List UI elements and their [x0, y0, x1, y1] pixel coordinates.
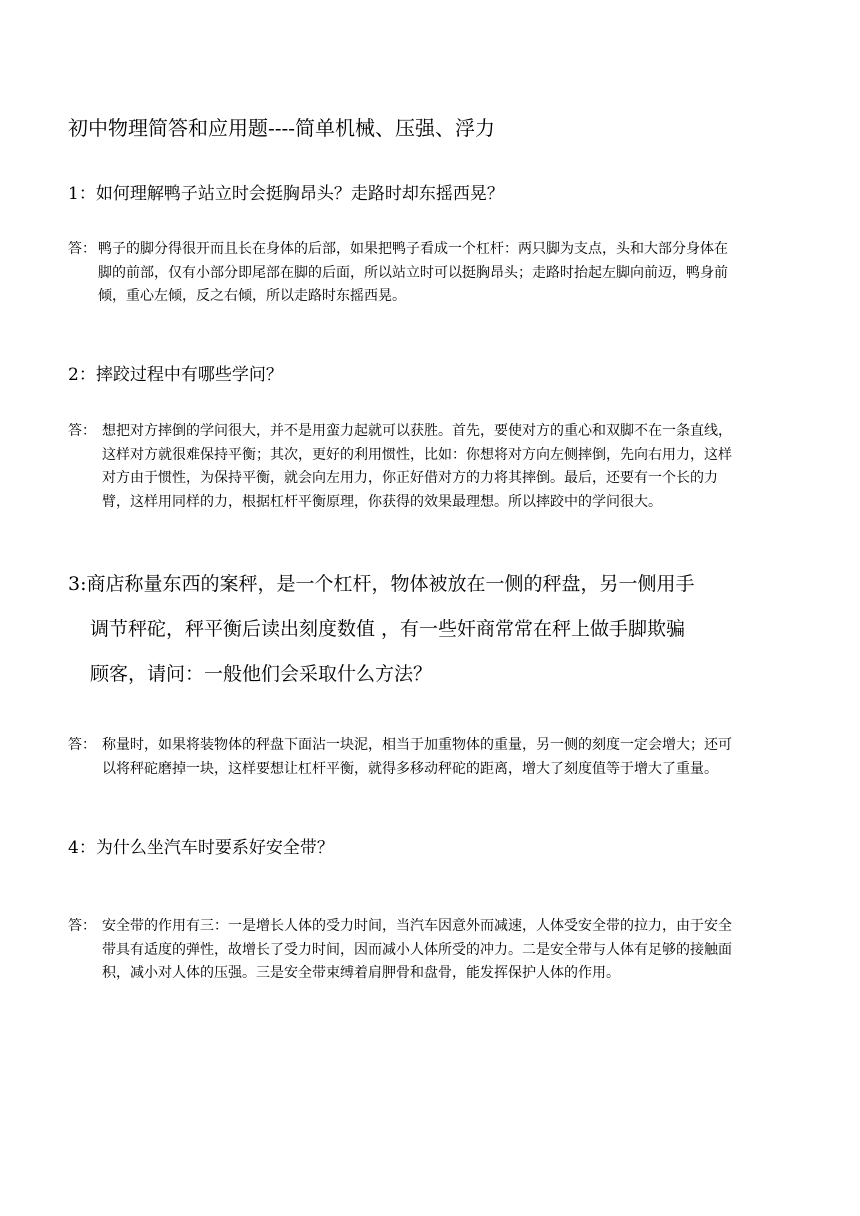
answer-4-prefix: 答：	[68, 918, 96, 934]
answer-1-text: 鸭子的脚分得很开而且长在身体的后部，如果把鸭子看成一个杠杆：两只脚为支点，头和大部分身体在脚的前部，仅有小部分即尾部在脚的后面，所以站立时可以挺胸昂头；走路时抬起左脚向前迈，鸭身前倾，重心左倾，反之右倾，所以走路时东摇西晃。	[98, 241, 728, 304]
question-3-line-3: 顾客，请问：一般他们会采取什么方法？	[90, 663, 433, 685]
question-4: 4：为什么坐汽车时要系好安全带？	[68, 838, 334, 858]
answer-4-text: 安全带的作用有三：一是增长人体的受力时间，当汽车因意外而减速，人体受安全带的拉力，由于安全带具有适度的弹性，故增长了受力时间，因而减小人体所受的冲力。二是安全带与人体有足够的接触面积，减小对人体的压强。三是安全带束缚着肩胛骨和盘骨，能发挥保护人体的作用。	[102, 918, 732, 981]
question-1: 1：如何理解鸭子站立时会挺胸昂头？走路时却东摇西晃？	[68, 184, 504, 204]
answer-1-prefix: 答：	[68, 241, 96, 257]
question-2: 2：摔跤过程中有哪些学问？	[68, 365, 283, 385]
question-3-line-2: 调节秤砣，秤平衡后读出刻度数值 ，有一些奸商常常在秤上做手脚欺骗	[90, 618, 686, 640]
answer-4	[68, 915, 736, 986]
answer-2	[68, 420, 736, 514]
answer-3	[68, 734, 736, 781]
answer-2-prefix: 答：	[68, 423, 96, 439]
answer-3-text: 称量时，如果将装物体的秤盘下面沾一块泥，相当于加重物体的重量，另一侧的刻度一定会增大；还可以将秤砣磨掉一块，这样要想让杠杆平衡，就得多移动秤砣的距离，增大了刻度值等于增大了重量。	[102, 737, 732, 777]
question-3	[68, 562, 748, 697]
answer-2-text: 想把对方摔倒的学问很大，并不是用蛮力起就可以获胜。首先，要使对方的重心和双脚不在一条直线，这样对方就很难保持平衡；其次，更好的利用惯性，比如：你想将对方向左侧摔倒，先向右用力，这样对方由于惯性，为保持平衡，就会向左用力，你正好借对方的力将其摔倒。最后，还要有一个长的力臂，这样用同样的力，根据杠杆平衡原理，你获得的效果最理想。所以摔跤中的学问很大。	[102, 423, 732, 510]
answer-3-prefix: 答：	[68, 737, 96, 753]
question-3-line-1: 3:商店称量东西的案秤，是一个杠杆，物体被放在一侧的秤盘，另一侧用手	[68, 573, 695, 595]
document-title: 初中物理简答和应用题----简单机械、压强、浮力	[68, 116, 496, 140]
answer-1	[68, 238, 736, 309]
